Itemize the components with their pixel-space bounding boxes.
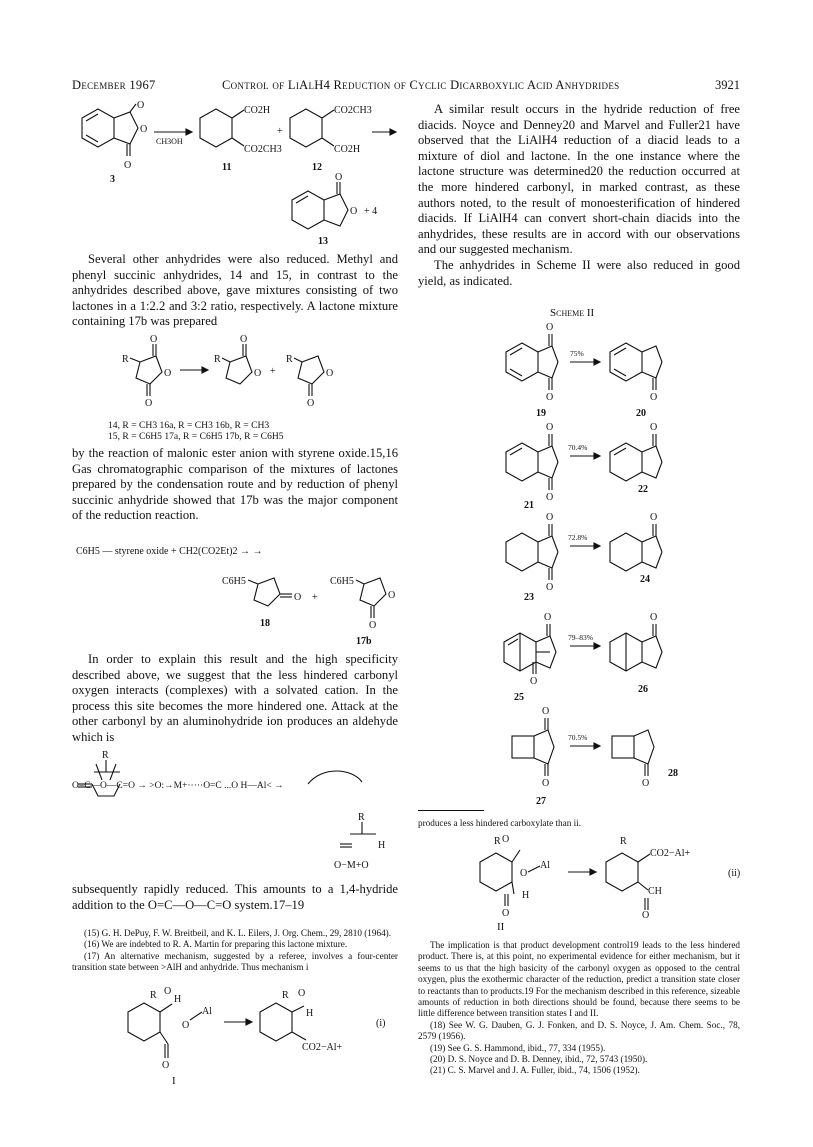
label-11: 11 bbox=[222, 162, 232, 173]
yield-27: 70.5% bbox=[568, 733, 588, 742]
structure-17b bbox=[330, 576, 395, 631]
scheme-anhydride-methanolysis bbox=[72, 98, 412, 248]
structure-22 bbox=[610, 422, 662, 481]
svg-text:O: O bbox=[350, 206, 358, 217]
footnote-17: (17) An alternative mechanism, suggested by a referee, involves a four-center transition state between >AlH and anhydride. Thus mechanism i bbox=[72, 950, 398, 973]
svg-text:O: O bbox=[326, 368, 334, 379]
svg-text:CH: CH bbox=[648, 886, 662, 897]
footnote-implication: The implication is that product development control19 leads to the less hindered product. There is, at this point, no experimental evidence for either mechanism, but it seems to us that the high basicity of the carbonyl oxygen as opposed to the central oxygen, plus the exothermic character of the reduction, predict a transition state closer to reactants than to products.19 For the mechanism described in this reference, sizeable amounts of reduction in both directions should be found, because there seems to be little difference between transition states I and II. bbox=[418, 940, 740, 1019]
lactone-caption: 14, R = CH3 16a, R = CH3 16b, R = CH3 15, R = C6H5 17a, R = C6H5 17b, R = C6H5 bbox=[108, 420, 284, 442]
svg-text:O: O bbox=[542, 778, 550, 789]
svg-text:O: O bbox=[164, 986, 172, 997]
svg-text:CO2CH3: CO2CH3 bbox=[244, 144, 282, 155]
label-25: 25 bbox=[514, 692, 524, 703]
structure-19 bbox=[506, 322, 558, 403]
yield-21: 70.4% bbox=[568, 443, 588, 452]
label-20: 20 bbox=[636, 408, 646, 419]
label-II: II bbox=[497, 921, 505, 933]
structure-26 bbox=[610, 612, 662, 671]
svg-text:O: O bbox=[150, 334, 158, 345]
label-17b: 17b bbox=[356, 636, 372, 647]
structure-16 bbox=[214, 334, 261, 384]
label-23: 23 bbox=[524, 592, 534, 603]
structure-12 bbox=[290, 105, 372, 155]
svg-text:CO2−Al+: CO2−Al+ bbox=[302, 1042, 343, 1053]
yield-19: 75% bbox=[570, 349, 584, 358]
footnote-20: (20) D. S. Noyce and D. B. Denney, ibid., 72, 5743 (1950). bbox=[430, 1054, 648, 1065]
svg-text:O: O bbox=[502, 834, 510, 845]
svg-text:R: R bbox=[122, 354, 129, 365]
svg-text:C6H5: C6H5 bbox=[330, 576, 354, 587]
structure-28 bbox=[612, 730, 654, 789]
left-paragraph-1: Several other anhydrides were also reduced. Methyl and phenyl succinic anhydrides, 14 and 15, in contrast to the anhydrides described above, gave mixtures consisting of two lactones in a 1:2.2 and 3:2 ratio, respectively. A lactone mixture containing 17b was prepared bbox=[72, 252, 398, 329]
label-I: I bbox=[172, 1075, 176, 1087]
structure-27 bbox=[512, 706, 554, 789]
mechanism-ion-pair: O−M+O bbox=[334, 860, 369, 871]
structure-13 bbox=[292, 172, 357, 229]
label-28: 28 bbox=[668, 768, 678, 779]
svg-text:O: O bbox=[546, 322, 554, 333]
svg-text:R: R bbox=[494, 836, 501, 847]
svg-text:O: O bbox=[182, 1020, 190, 1031]
yield-23: 72.8% bbox=[568, 533, 588, 542]
plus-sign: + bbox=[277, 126, 283, 137]
structure-ii-product bbox=[606, 836, 691, 921]
svg-text:O: O bbox=[520, 868, 528, 879]
svg-text:O: O bbox=[546, 392, 554, 403]
label-18: 18 bbox=[260, 618, 270, 629]
svg-text:O: O bbox=[298, 988, 306, 999]
structure-i-product bbox=[260, 988, 343, 1053]
svg-text:O: O bbox=[294, 592, 302, 603]
scheme-ii bbox=[500, 320, 690, 810]
svg-text:R: R bbox=[358, 812, 365, 823]
svg-text:CO2CH3: CO2CH3 bbox=[334, 105, 372, 116]
header-date: December 1967 bbox=[72, 78, 156, 92]
svg-text:Al: Al bbox=[540, 860, 550, 871]
structure-23 bbox=[506, 512, 558, 593]
svg-text:H: H bbox=[174, 994, 182, 1005]
structure-II bbox=[480, 834, 550, 919]
yield-25: 79–83% bbox=[568, 633, 593, 642]
reagent-methanol: CH3OH bbox=[156, 137, 183, 146]
svg-text:O: O bbox=[164, 368, 172, 379]
label-22: 22 bbox=[638, 484, 648, 495]
label-3: 3 bbox=[110, 174, 115, 185]
structure-11 bbox=[200, 105, 282, 155]
footnote-19: (19) See G. S. Hammond, ibid., 77, 334 (1955). bbox=[430, 1042, 606, 1053]
svg-text:O: O bbox=[124, 160, 132, 171]
structure-20 bbox=[610, 343, 662, 403]
scheme-transition-state-II bbox=[440, 832, 741, 921]
svg-text:O: O bbox=[642, 778, 650, 789]
structure-3 bbox=[82, 100, 147, 171]
label-26: 26 bbox=[638, 684, 648, 695]
styrene-equation: C6H5 — styrene oxide + CH2(CO2Et)2 → → bbox=[76, 546, 263, 557]
svg-text:O: O bbox=[502, 908, 510, 919]
label-21: 21 bbox=[524, 500, 534, 511]
mechanism-equation: O=C—O—C=O → >O:→M+·····O=C ...O H—Al< → bbox=[72, 781, 284, 791]
svg-text:H: H bbox=[306, 1008, 314, 1019]
svg-text:O: O bbox=[650, 512, 658, 523]
left-paragraph-4: subsequently rapidly reduced. This amounts to a 1,4-hydride addition to the O=C—O—C=O system.17–19 bbox=[72, 882, 398, 912]
left-footnotes bbox=[72, 928, 398, 974]
svg-text:O: O bbox=[369, 620, 377, 631]
svg-text:O: O bbox=[542, 706, 550, 717]
footnote-continuation: produces a less hindered carboxylate than ii. bbox=[418, 818, 582, 828]
right-paragraph-1: A similar result occurs in the hydride reduction of free diacids. Noyce and Denney20 and Marvel and Fuller21 have observed that the LiAlH4 reduction of a diacid leads to a mixture of diol and lactone. In the one instance where the lactone structure was determined20 the reduction occurred at the more hindered carbonyl, in marked contrast, as these authors noted, to the result of monoesterification of hindered diacids. If LiAlH4 can convert short-chain diacids into the anhydrides, these results are in accord with our observations and our suggested mechanism. The anhydrides in Scheme II were also reduced in good yield, as indicated. bbox=[418, 102, 740, 288]
plus-sign-3: + bbox=[312, 592, 318, 603]
left-paragraph-2: by the reaction of malonic ester anion with styrene oxide.15,16 Gas chromatographic comparison of the mixtures of lactones prepared by the condensation route and by reduction of phenyl succinic anhydride showed that 17b was the major component of the reduction reaction. bbox=[72, 446, 398, 523]
structure-25 bbox=[504, 612, 556, 687]
footnote-16: (16) We are indebted to R. A. Martin for preparing this lactone mixture. bbox=[84, 939, 348, 950]
right-footnotes bbox=[418, 940, 740, 1077]
svg-text:O: O bbox=[650, 392, 658, 403]
svg-text:O: O bbox=[650, 612, 658, 623]
label-24: 24 bbox=[640, 574, 650, 585]
structure-24 bbox=[610, 512, 662, 571]
svg-text:O: O bbox=[140, 124, 148, 135]
scheme-ii-title: Scheme II bbox=[550, 307, 595, 319]
svg-text:O: O bbox=[145, 398, 153, 409]
svg-text:O: O bbox=[162, 1060, 170, 1071]
svg-text:O: O bbox=[254, 368, 262, 379]
svg-text:CO2H: CO2H bbox=[334, 144, 361, 155]
mechanism-hydrogen: H bbox=[378, 840, 386, 851]
scheme-mechanism bbox=[72, 744, 402, 870]
structure-I bbox=[128, 986, 212, 1071]
svg-text:O: O bbox=[240, 334, 248, 345]
svg-text:O: O bbox=[650, 422, 658, 433]
label-19: 19 bbox=[536, 408, 546, 419]
svg-text:C6H5: C6H5 bbox=[222, 576, 246, 587]
svg-text:CO2−Al+: CO2−Al+ bbox=[650, 848, 691, 859]
plus-four: + 4 bbox=[364, 206, 378, 217]
svg-text:O: O bbox=[307, 398, 315, 409]
svg-text:O: O bbox=[388, 590, 396, 601]
structure-17 bbox=[286, 354, 333, 409]
svg-text:O: O bbox=[642, 910, 650, 921]
svg-text:R: R bbox=[286, 354, 293, 365]
tag-i: (i) bbox=[376, 1018, 386, 1029]
svg-text:O: O bbox=[546, 422, 554, 433]
label-13: 13 bbox=[318, 236, 328, 247]
svg-text:R: R bbox=[102, 750, 109, 761]
footnote-18: (18) See W. G. Dauben, G. J. Fonken, and D. S. Noyce, J. Am. Chem. Soc., 78, 2579 (1956). bbox=[418, 1019, 740, 1042]
plus-sign-2: + bbox=[270, 366, 276, 377]
scheme-succinic-reduction bbox=[110, 336, 370, 418]
scheme-transition-state-I bbox=[120, 982, 400, 1072]
footnote-divider bbox=[418, 810, 484, 811]
svg-text:Al: Al bbox=[202, 1006, 212, 1017]
svg-text:O: O bbox=[335, 172, 343, 183]
svg-text:O: O bbox=[530, 676, 538, 687]
left-paragraph-3: In order to explain this result and the high specificity described above, we suggest that the less hindered carbonyl oxygen interacts (complexes) with a solvated cation. In the process this site becomes the more hindered one. Attack at the other carbonyl by an aluminohydride ion produces an aldehyde which is bbox=[72, 652, 398, 744]
svg-text:O: O bbox=[137, 100, 145, 111]
tag-ii: (ii) bbox=[728, 868, 741, 879]
footnote-21: (21) C. S. Marvel and J. A. Fuller, ibid., 74, 1506 (1952). bbox=[430, 1065, 640, 1076]
svg-text:R: R bbox=[214, 354, 221, 365]
running-header bbox=[72, 78, 740, 94]
structure-18 bbox=[222, 576, 301, 606]
structure-21 bbox=[506, 422, 558, 503]
svg-text:O: O bbox=[544, 612, 552, 623]
svg-text:H: H bbox=[522, 890, 530, 901]
svg-text:R: R bbox=[150, 990, 157, 1001]
svg-text:O: O bbox=[546, 492, 554, 503]
label-12: 12 bbox=[312, 162, 322, 173]
footnote-15: (15) G. H. DePuy, F. W. Breitbeil, and K. L. Eilers, J. Org. Chem., 29, 2810 (1964). bbox=[84, 928, 392, 938]
structure-14-15 bbox=[122, 334, 171, 409]
label-27: 27 bbox=[536, 796, 546, 807]
scheme-styrene-condensation bbox=[72, 534, 402, 646]
header-title: Control of LiAlH4 Reduction of Cyclic Dicarboxylic Acid Anhydrides bbox=[222, 78, 620, 92]
svg-text:R: R bbox=[620, 836, 627, 847]
mechanism-product bbox=[340, 812, 376, 847]
svg-text:R: R bbox=[282, 990, 289, 1001]
svg-text:O: O bbox=[546, 512, 554, 523]
page-number: 3921 bbox=[715, 78, 740, 92]
svg-text:CO2H: CO2H bbox=[244, 105, 271, 116]
svg-text:O: O bbox=[546, 582, 554, 593]
